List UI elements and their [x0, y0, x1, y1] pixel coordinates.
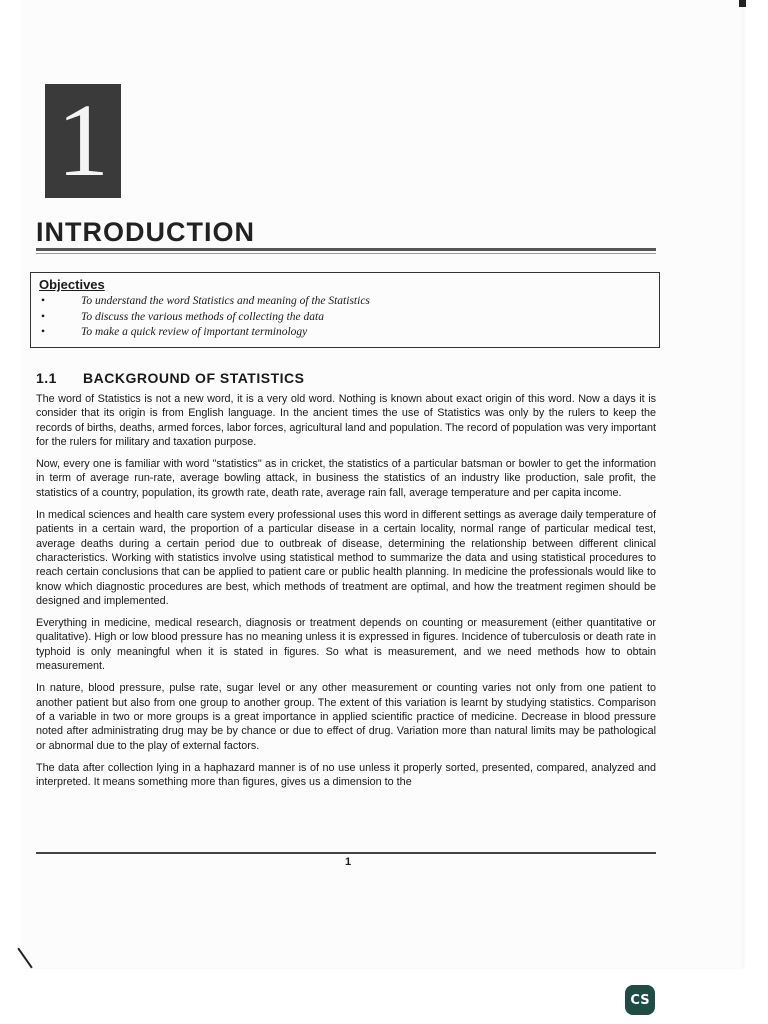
objectives-box: [30, 272, 660, 348]
paragraph: Everything in medicine, medical research, diagnosis or treatment depends on counting or measurement (either quantitative or qualitative). High or low blood pressure has no meaning unless it is expressed in figures. Incidence of tuberculosis or death rate in typhoid is only meaningful when it is stated in figures. So what is measurement, and we need methods how to obtain measurement.: [36, 617, 656, 673]
section-title: BACKGROUND OF STATISTICS: [83, 370, 305, 386]
title-rule-thin: [36, 253, 656, 254]
objective-text: To make a quick review of important terminology: [81, 326, 308, 338]
camscanner-logo-text: CS: [630, 992, 650, 1008]
paragraph: Now, every one is familiar with word "statistics" as in cricket, the statistics of a particular batsman or bowler to get the information in term of average run-rate, average bowling attack, in business the statistics of an industry like production, sale profit, the statistics of a country, population, its growth rate, death rate, average rain fall, average temperature and per capita income.: [36, 458, 656, 499]
objective-item: [39, 294, 651, 310]
title-rule: [36, 248, 656, 251]
corner-mark: [739, 0, 746, 7]
paragraph: The word of Statistics is not a new word, it is a very old word. Nothing is known about exact origin of this word. Now a days it is consider that its origin is from English language. In the ancient times the use of Statistics was only by the rulers to keep the records of births, deaths, armed forces, labor forces, agricultural land and population. The record of population was very important for the rulers for military and taxation purpose.: [36, 393, 656, 448]
paragraph: In nature, blood pressure, pulse rate, sugar level or any other measurement or counting varies not only from one patient to another patient but also from one group to another group. The extent of this variation is learnt by studying statistics. Comparison of a variable in two or more groups is a great importance in applied scientific practice of medicine. Decrease in blood pressure noted after administrating drug may be by chance or due to effect of drug. Variation more than natural limits may be pathological or abnormal due to the play of external factors.: [36, 682, 656, 752]
chapter-number: 1: [57, 83, 109, 198]
camscanner-logo-icon: [625, 985, 655, 1015]
bullet-icon: •: [41, 326, 46, 338]
objectives-list: [39, 294, 651, 341]
paragraph: In medical sciences and health care system every professional uses this word in different settings as average daily temperature of patients in a certain ward, the proportion of a particular disease in a certain locality, normal range of particular medical test, average deaths during a certain period due to outbreak of disease, determining the relationship between different clinical characteristics. Working with statistics involve using statistical method to summarize the data and using statistical procedures to reach certain conclusions that can be applied to patient care or public health planning. In medicine the professionals would like to know which diagnostic procedures are best, which methods of treatment are optimal, and how the treatment regimen should be designed and implemented.: [36, 509, 656, 607]
objective-text: To discuss the various methods of collecting the data: [81, 310, 324, 323]
body-text: [36, 392, 656, 797]
paragraph: The data after collection lying in a haphazard manner is of no use unless it properly sorted, presented, compared, analyzed and interpreted. It means something more than figures, gives us a dimension to the: [36, 761, 656, 789]
chapter-number-box: [45, 84, 121, 198]
section-heading: [36, 370, 304, 386]
objective-item: [39, 325, 651, 341]
bullet-icon: •: [41, 295, 46, 307]
page-number: 1: [345, 856, 352, 868]
section-number: 1.1: [36, 370, 57, 386]
footer-rule: [36, 852, 656, 854]
objective-item: [39, 310, 651, 326]
chapter-title: INTRODUCTION: [36, 217, 255, 247]
bullet-icon: •: [41, 310, 46, 323]
objectives-heading: Objectives: [39, 277, 105, 292]
objective-text: To understand the word Statistics and meaning of the Statistics: [81, 295, 370, 307]
